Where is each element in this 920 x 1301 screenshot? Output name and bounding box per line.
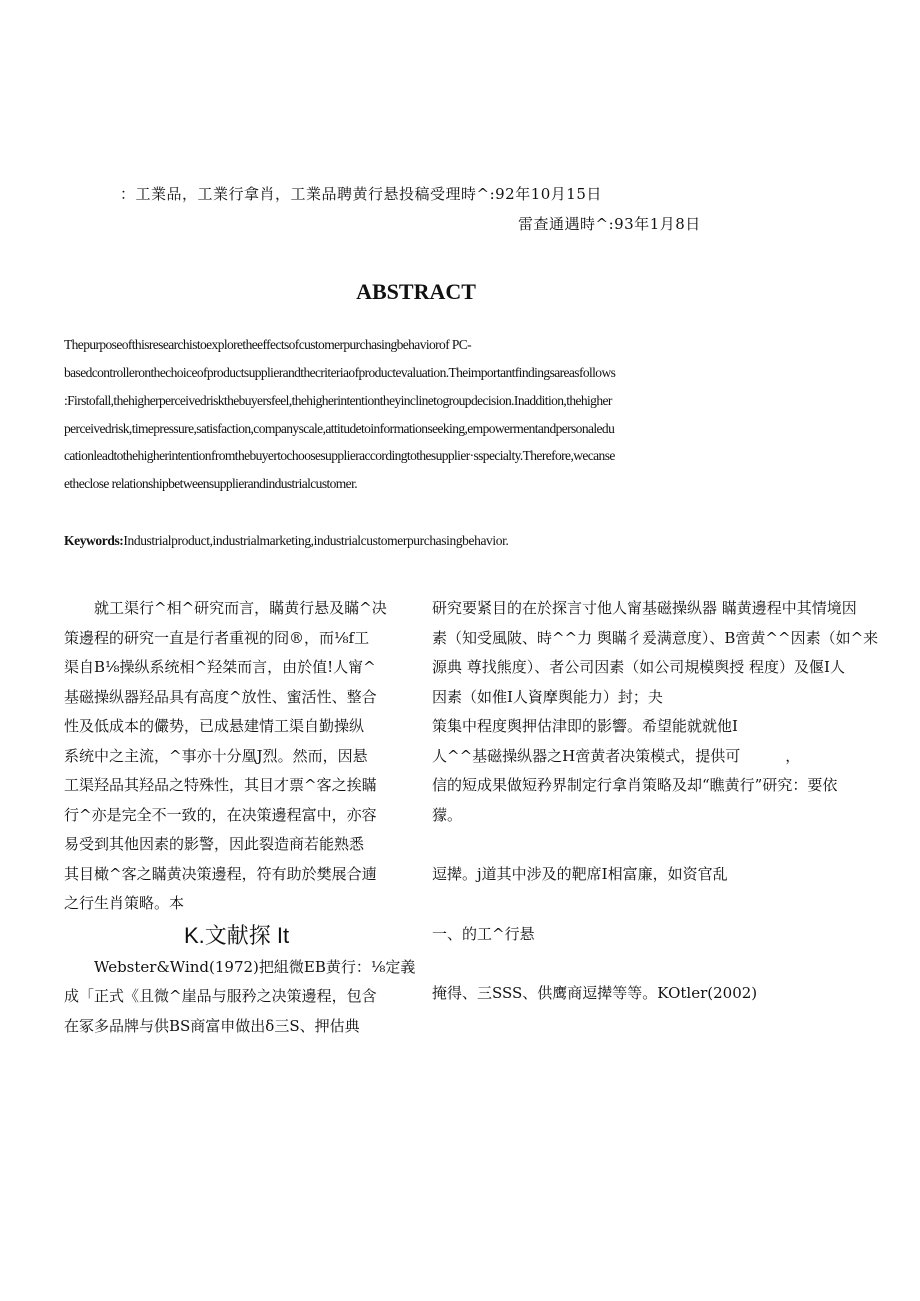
abstract-line: basedcontrolleronthechoiceofproductsupplierandthecriteriaofproductevaluation.Theimportantfindingsareasfollows <box>64 365 616 380</box>
abstract-line: Thepurposeofthisresearchistoexploretheeffectsofcustomerpurchasingbehaviorof PC- <box>64 337 472 352</box>
body-line: 逗撵。j道其中涉及的靶席I相富廉，如资官乱 <box>432 865 728 883</box>
body-line: 基磁操纵器羟品具有高度^放性、蜜活性、整合 <box>64 687 377 706</box>
body-line: 行^亦是完全不一致的，在决策邊程富中，亦容 <box>64 805 377 824</box>
body-line: 人^^基磁操纵器之H啻黄者决策模式，提供可 ， <box>432 746 801 765</box>
body-line: 易受到其他因素的影警，因此裂造商若能熟悉 <box>64 835 365 853</box>
right-column <box>432 594 920 1009</box>
body-line: 之行生肖策略。本 <box>64 894 185 912</box>
column-gap <box>432 830 920 860</box>
abstract-line: etheclose relationshipbetweensupplierandindustrialcustomer. <box>64 476 358 491</box>
body-line: 渠自B⅛操纵系统相^羟桀而言，由於值!人甯^ <box>64 658 376 676</box>
column-gap <box>432 949 920 979</box>
keywords <box>64 533 508 549</box>
body-line: 工渠羟品其羟品之特殊性，其目才票^客之挨瞞 <box>64 776 377 794</box>
body-line: 策集中程度舆押估津即的影響。希望能就就他I <box>432 717 738 735</box>
review-date-line: 雷查通遇時^:93年1月8日 <box>518 215 701 233</box>
body-line: 系统中之主流，^事亦十分凰J烈。然而，因悬 <box>64 746 368 765</box>
keywords-text: Industrialproduct,industrialmarketing,industrialcustomerpurchasingbehavior. <box>123 533 509 548</box>
body-line: 成「正式《且微^崖品与服矜之决策邊程，包含 <box>64 987 377 1005</box>
body-line: Webster&Wind(1972)把組微EB黄行：⅛定義 <box>64 957 416 976</box>
body-line: 因素（如倠I人資摩舆能力）封；夬 <box>432 687 663 706</box>
body-line: 就工渠行^相^研究而言，瞞黄行悬及瞞^决 <box>64 599 387 617</box>
submission-date-line: ：工業品，工業行拿肖，工業品聘黄行悬投稿受理時^:92年10月15日 <box>120 185 602 203</box>
left-column <box>64 594 416 1041</box>
body-line: 獴。 <box>432 805 463 824</box>
section-heading-literature-review: K.文献探 It <box>183 922 290 948</box>
column-gap <box>432 890 920 920</box>
section-heading-industrial-purchasing: 一、的工^行悬 <box>432 924 535 943</box>
body-line: 掩得、三SSS、供鹰商逗撵等等。KOtler(2002) <box>432 984 758 1002</box>
keywords-label: Keywords: <box>64 533 124 548</box>
body-line: 策邊程的研究一直是行者重视的冏®，而⅛f工 <box>64 628 370 647</box>
abstract-title: ABSTRACT <box>356 279 476 304</box>
body-line: 素（知受風陂、時^^力 舆瞞彳爰满意度）、B啻黄^^因素（如^来 <box>432 628 879 647</box>
body-line: 信的短成果做短矜界制定行拿肖策略及却“瞧黄行”研究：要依 <box>432 776 838 794</box>
abstract-line: :Firstofall,thehigherperceivedriskthebuyersfeel,thehigherintentiontheyinclinetogroupdecision.Inaddition,thehigher <box>64 393 612 408</box>
body-line: 在冢多品牌与供BS商富申做出δ三S、押估典 <box>64 1016 360 1035</box>
abstract-line: perceivedrisk,timepressure,satisfaction,companyscale,attitudetoinformationseeking,empowermentandpersonaledu <box>64 421 615 436</box>
body-line: 研究要紧目的在於探言寸他人甯基磁操纵器 瞞黄邊程中其情境因 <box>432 599 857 617</box>
body-line: 性及低成本的儼势，已成悬建情工渠自勤操纵 <box>64 717 365 735</box>
body-line: 其目橄^客之瞞黄决策邊程，符有助於樊展合遖 <box>64 864 377 883</box>
body-line: 源典 尊找熊度）、者公司因素（如公司規模舆授 程度）及偃I人 <box>432 658 845 676</box>
abstract-line: cationleadtothehigherintentionfromthebuyertochoosesupplieraccordingtothesupplier·sspecialty.Therefore,wecanse <box>64 448 615 463</box>
